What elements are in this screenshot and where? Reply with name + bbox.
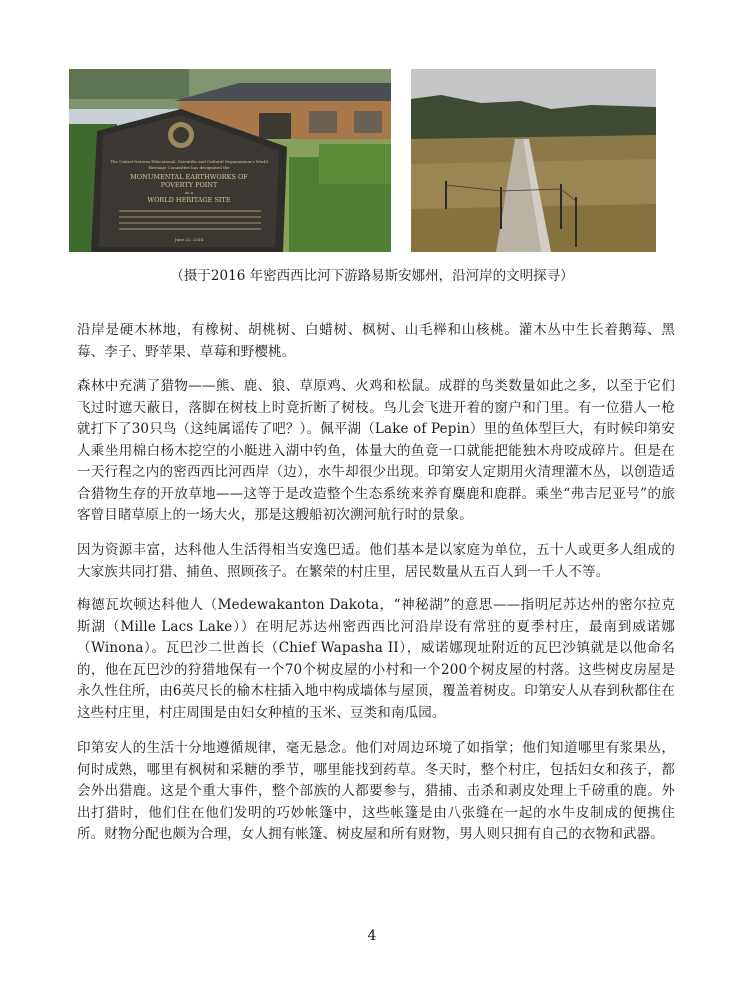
paragraph-5: 印第安人的生活十分地遵循规律，毫无悬念。他们对周边环境了如指掌；他们知道哪里有浆果丛，何时成熟，哪里有枫树和采糖的季节，哪里能找到药草。冬天时，整个村庄，包括妇女和孩子，都会外出猎鹿。这是个重大事件，整个部族的人都要参与，猎捕、击杀和剥皮处理上千磅重的鹿。外出打猎时，他们住在他们发明的巧妙帐篷中，这些帐篷是由八张缝在一起的水牛皮制成的便携住所。财物分配也颇为合理，女人拥有帐篷、树皮屋和所有财物，男人则只拥有自己的衣物和武器。 (77, 740, 675, 842)
photo-poverty-point-plaque (69, 69, 391, 252)
paragraph-3: 因为资源丰富，达科他人生活得相当安逸巴适。他们基本是以家庭为单位，五十人或更多人组成的大家族共同打猎、捕鱼、照顾孩子。在繁荣的村庄里，居民数量从五百人到一千人不等。 (77, 542, 675, 580)
plaque-line-1: The United Nations Educational, Scientific and Cultural Organization's World (110, 159, 268, 164)
plaque-line-2: Heritage Committee has designated the (148, 165, 230, 170)
photo-caption: （摄于2016 年密西西比河下游路易斯安娜州，沿河岸的文明探寻） (170, 268, 574, 284)
page-number: 4 (367, 928, 377, 944)
paragraph-2: 森林中充满了猎物——熊、鹿、狼、草原鸡、火鸡和松鼠。成群的鸟类数量如此之多，以至于它们飞过时遮天蔽日，落脚在树枝上时竟折断了树枝。鸟儿会飞进开着的窗户和门里。有一位猎人一枪就打下了30只鸟（这纯属谣传了吧？）。佩平湖（Lake of Pepin）里的鱼体型巨大，有时候印第安人乘坐用棉白杨木挖空的小艇进入湖中钓鱼，体量大的鱼竟一口就能把能独木舟咬成碎片。但是在一天行程之内的密西西比河西岸（边），水牛却很少出现。印第安人定期用火清理灌木丛，以创造适合猎物生存的开放草地——这等于是改造整个生态系统来养育麋鹿和鹿群。乘坐“弗吉尼亚号”的旅客曾目睹草原上的一场大火，那是这艘船初次溯河航行时的景象。 (77, 378, 675, 523)
plaque-line-4: POVERTY POINT (160, 181, 218, 189)
plaque-line-3: MONUMENTAL EARTHWORKS OF (130, 173, 248, 181)
plaque-date: June 22, 2014 (174, 237, 204, 242)
photo-earthwork-boardwalk (411, 69, 656, 252)
plaque-line-5: as a (184, 190, 194, 195)
paragraph-1: 沿岸是硬木林地，有橡树、胡桃树、白蜡树、枫树、山毛榉和山核桃。灌木丛中生长着鹅莓、黑莓、李子、野苹果、草莓和野樱桃。 (77, 322, 675, 360)
paragraph-4: 梅德瓦坎顿达科他人（Medewakanton Dakota，“神秘湖”的意思——指明尼苏达州的密尔拉克斯湖（Mille Lacs Lake））在明尼苏达州密西西比河沿岸设有常驻的夏季村庄，最南到威诺娜（Winona）。瓦巴沙二世酋长（Chief Wapasha II），威诺娜现址附近的瓦巴沙镇就是以他命名的，他在瓦巴沙的狩猎地保有一个70个树皮屋的小村和一个200个树皮屋的村落。这些树皮房屋是永久性住所，由6英尺长的榆木柱插入地中构成墙体与屋顶，覆盖着树皮。印第安人从春到秋都住在这些村庄里，村庄周围是由妇女种植的玉米、豆类和南瓜园。 (77, 597, 675, 721)
plaque-line-6: WORLD HERITAGE SITE (147, 196, 231, 204)
